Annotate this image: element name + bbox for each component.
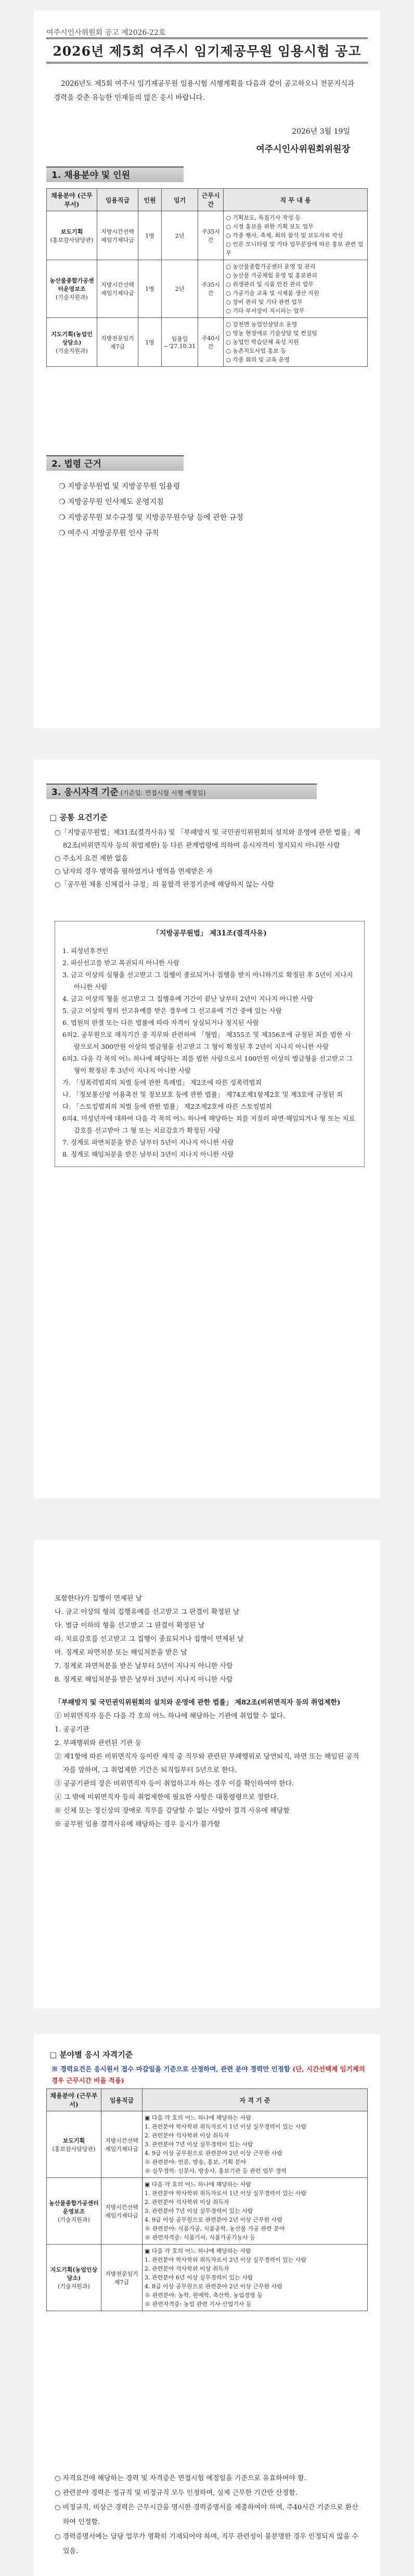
cell-field	[47, 2111, 101, 2178]
criteria-item: ※ 관련분야: 농학, 원예학, 축산학, 농업경영 등	[145, 2292, 263, 2299]
field-name: 농산물종합가공센터운영보조	[49, 2199, 99, 2215]
cell-term: 임용일~'27.10.31	[162, 318, 198, 367]
duty-item: ○ 농산물 가공체험 운영 및 홍보관리	[226, 272, 318, 279]
page-title: 2026년 제5회 여주시 임기제공무원 임용시험 공고	[46, 37, 368, 63]
page-2	[34, 760, 380, 1498]
field-name: 지도기획(농업인상담소)	[51, 330, 93, 346]
duty-item: ○ 영농 현장애로 기술상담 및 컨설팅	[226, 330, 318, 337]
anti-item: ※ 공무원 임용 결격사유에 해당하는 경우 응시가 불가함	[55, 1821, 221, 1828]
cell-grade: 지방전문임기제7급	[97, 318, 138, 367]
field-dept: (기술지원과)	[58, 2283, 90, 2290]
criteria-item: ▣ 다음 각 호의 어느 하나에 해당하는 사람	[145, 2248, 251, 2254]
field-name: 보도기획	[62, 2137, 85, 2144]
cell-grade: 지방시간선택제임기제다급	[97, 211, 138, 260]
criteria-item: 1. 관련분야 학사학위 취득자로서 1년 이상 실무경력이 있는 사람	[145, 2123, 307, 2130]
cell-field	[47, 2178, 101, 2245]
criteria-item: 3. 관련분야 7년 이상 실무경력이 있는 사람	[145, 2141, 253, 2148]
cell-field	[47, 211, 97, 260]
field-name: 지도기획(농업인상담소)	[50, 2266, 98, 2282]
duty-item: ○ 위생관리 및 식품 안전 관리 업무	[226, 281, 314, 288]
section-heading-eligibility: 3. 응시자격 기준 (기준일: 면접시험 시행 예정일)	[46, 784, 317, 799]
list-item: ○「지방공무원법」제31조(결격사유) 및 「부패방지 및 국민권익위원회의 설치와 운영에 관한 법률」제82조(비위면직자 등의 취업제한) 등 다른 관계법령에 의하여 응시자격이 정지되지 아니한 사람	[55, 829, 360, 850]
anti-item: 1. 공공기관	[55, 1726, 89, 1734]
law-item: 마. 징계로 파면처분 또는 해임처분을 받은 날	[55, 1649, 187, 1657]
field-dept: (기술지원과)	[58, 2216, 90, 2223]
criteria-item: 3. 관련분야 6년 이상 실무경력이 있는 사람	[145, 2274, 253, 2281]
closing-item: ○ 자격요건에 해당하는 경력 및 자격증은 면접시험 예정일을 기준으로 유효하여야 함.	[55, 2475, 306, 2482]
anti-item: ② 제1항에 따른 비위면직자 등이란 재직 중 직무와 관련된 부패행위로 당연퇴직, 파면 또는 해임된 공직자를 말하며, 그 취업제한 기간은 퇴직일부터 5년으로 한다.	[55, 1753, 359, 1774]
closing-item: ○ 경력증명서에는 담당 업무가 명확히 기재되어야 하며, 직무 관련성이 불분명한 경우 인정되지 않을 수 있음.	[55, 2533, 359, 2555]
law-item: 3. 금고 이상의 실형을 선고받고 그 집행이 종료되거나 집행을 받지 아니하기로 확정된 후 5년이 지나지 아니한 사람	[62, 971, 353, 991]
cell-hours: 주35시간	[198, 260, 224, 318]
anti-item: ※ 신체 또는 정신상의 장애로 직무를 감당할 수 없는 사람이 결격 사유에 해당함	[55, 1807, 290, 1815]
field-name: 농산물종합가공센터운영보조	[49, 277, 94, 292]
cell-grade: 지방전문임기제7급	[101, 2245, 143, 2311]
list-item: ○ 주소지 요건 제한 없음	[55, 855, 128, 863]
cell-duties	[224, 260, 368, 318]
cell-field	[47, 318, 97, 367]
col-field: 채용분야 (근무부서)	[47, 2089, 101, 2111]
criteria-table	[46, 2088, 368, 2311]
list-item: ❍ 지방공무원법 및 지방공무원 임용령	[59, 479, 243, 494]
duty-item: ○ 가공기술 교육 및 시제품 생산 지원	[226, 290, 319, 297]
criteria-item: 2. 관련분야 석사학위 이상 취득자	[145, 2199, 229, 2206]
law-item: 포함한다)가 집행이 면제된 날	[55, 1595, 143, 1603]
law-item: 가. 「성폭력범죄의 처벌 등에 관한 특례법」 제2조에 따른 성폭력범죄	[62, 1079, 262, 1086]
cell-term: 2년	[162, 211, 198, 260]
duty-item: ○ 강천면 농업인상담소 운영	[226, 321, 297, 328]
law-item: 5. 금고 이상의 형의 선고유예를 받은 경우에 그 선고유예 기간 중에 있는 사람	[62, 1007, 282, 1015]
duty-item: ○ 언론 모니터링 및 기타 업무분장에 따른 홍보 관련 업무	[226, 241, 364, 257]
cell-criteria	[143, 2178, 368, 2245]
criteria-item: ※ 관련자격증: 농업 관련 기사·산업기사 등	[145, 2301, 252, 2308]
closing-item: ○ 비정규직, 비상근 경력은 근무시간을 명시한 경력증명서를 제출하여야 하며, 주40시간 기준으로 환산하여 인정함.	[55, 2504, 358, 2526]
law-item: 7. 징계로 파면처분을 받은 날부터 5년이 지나지 아니한 사람	[55, 1662, 233, 1670]
col-field: 채용분야 (근무부서)	[47, 189, 97, 211]
duty-item: ○ 각종 행사, 축제, 회의 참석 및 보도자료 작성	[226, 232, 343, 239]
list-item: ❍ 여주시 지방공무원 인사 규칙	[59, 526, 243, 541]
cell-hours: 주35시간	[198, 211, 224, 260]
cell-grade: 지방시간선택제임기제다급	[101, 2178, 143, 2245]
field-criteria-heading: □ 분야별 응시 자격기준	[49, 2050, 133, 2059]
anti-corruption-section	[55, 1696, 365, 1831]
cell-count: 1명	[138, 318, 162, 367]
section-heading-positions: 1. 채용분야 및 인원	[46, 166, 184, 182]
criteria-item: 4. 9급 이상 공무원으로 관련분야 2년 이상 근무한 사람	[145, 2150, 282, 2157]
cell-grade: 지방시간선택제임기제다급	[97, 260, 138, 318]
cell-grade: 지방시간선택제임기제다급	[101, 2111, 143, 2178]
cell-criteria	[143, 2245, 368, 2311]
page-3	[34, 1540, 380, 2008]
cell-field	[47, 260, 97, 318]
law-list	[59, 479, 243, 541]
col-duties: 직 무 내 용	[224, 189, 368, 211]
col-grade: 임용직급	[97, 189, 138, 211]
duty-item: ○ 장비 관리 및 기타 관련 업무	[226, 299, 303, 305]
closing-item: ○ 관련분야 경력은 정규직 및 비정규직 모두 인정하며, 실제 근무한 기간만 산정함.	[55, 2489, 297, 2497]
document-number: 여주시인사위원회 공고 제2026-22호	[46, 29, 166, 37]
cell-duties	[224, 211, 368, 260]
col-grade: 임용직급	[101, 2089, 143, 2111]
criteria-item: ▣ 다음 각 호의 어느 하나에 해당하는 사람	[145, 2114, 251, 2121]
criteria-item: ※ 실무경력: 신문사, 방송사, 홍보기관 등 관련 업무 경력	[145, 2168, 287, 2174]
anti-item: ③ 공공기관의 장은 비위면직자 등이 취업하고자 하는 경우 이를 확인하여야 한다.	[55, 1780, 294, 1788]
col-term: 임기	[162, 189, 198, 211]
anti-item: ① 비위면직자 등은 다음 각 호의 어느 하나에 해당하는 기관에 취업할 수 없다.	[55, 1712, 286, 1720]
col-hours: 근무시간	[198, 189, 224, 211]
criteria-item: 1. 관련분야 학사학위 취득자로서 2년 이상 실무경력이 있는 사람	[145, 2257, 307, 2263]
law-item: 6의2. 공무원으로 재직기간 중 직무와 관련하여 「형법」 제355조 및 제356조에 규정된 죄를 범한 사람으로서 300만원 이상의 벌금형을 선고받고 그 형이 확정된 후 2년이 지나지 아니한 사람	[62, 1031, 351, 1050]
law-item: 나. 금고 이상의 형의 집행유예를 선고받고 그 판결이 확정된 날	[55, 1608, 240, 1616]
criteria-item: 1. 관련분야 학사학위 취득자로서 1년 이상 실무경력이 있는 사람	[145, 2190, 307, 2197]
law-item: 나. 「정보통신망 이용촉진 및 정보보호 등에 관한 법률」 제74조제1항제2호 및 제3호에 규정된 죄	[62, 1091, 343, 1098]
law-item: 4. 금고 이상의 형을 선고받고 그 집행유예 기간이 끝난 날부터 2년이 지나지 아니한 사람	[62, 995, 314, 1003]
duty-item: ○ 각종 회의 및 교육 운영	[226, 356, 290, 363]
criteria-item: ▣ 다음 각 호의 어느 하나에 해당하는 사람	[145, 2181, 251, 2188]
page-4	[34, 2034, 380, 2576]
law-continuation	[55, 1592, 365, 1687]
field-name: 보도기획	[60, 228, 83, 235]
law-item: 7. 징계로 파면처분을 받은 날부터 5년이 지나지 아니한 사람	[62, 1138, 234, 1146]
table-row	[47, 211, 368, 260]
cell-hours: 주40시간	[198, 318, 224, 367]
criteria-item: ※ 관련자격증: 식품기사, 식품가공기능사 등	[145, 2234, 255, 2241]
duty-item: ○ 농업인 학습단체 육성 지원	[226, 339, 299, 345]
duty-item: ○ 농촌지도사업 홍보 등	[226, 348, 286, 354]
notice-date: 2026년 3월 19일	[292, 127, 350, 136]
col-count: 인원	[138, 189, 162, 211]
anti-corruption-title: 「부패방지 및 국민권익위원회의 설치와 운영에 관한 법률」 제82조(비위면직자 등의 취업제한)	[55, 1699, 341, 1707]
list-item: ○ 남자의 경우 병역을 필하였거나 병역을 면제받은 자	[55, 868, 213, 876]
duty-item: ○ 농산물종합가공센터 운영 및 관리	[226, 263, 316, 270]
field-dept: (홍보감사담당관)	[52, 2145, 96, 2152]
col-criteria: 자 격 기 준	[143, 2089, 368, 2111]
duty-item: ○ 기획보도, 특집기사 작성 등	[226, 214, 301, 221]
positions-table	[46, 188, 368, 367]
criteria-item: ※ 관련분야: 언론, 방송, 홍보, 기획 분야	[145, 2159, 246, 2165]
table-row	[47, 318, 368, 367]
table-header-row	[47, 189, 368, 211]
law-item: 2. 파산선고를 받고 복권되지 아니한 사람	[62, 959, 179, 967]
common-requirements-list	[55, 826, 365, 891]
intro-text: 2026년도 제5회 여주시 임기제공무원 임용시험 시행계획을 다음과 같이 공고하오니 전문지식과 경력을 갖춘 유능한 인재들의 많은 응시 바랍니다.	[54, 80, 355, 102]
cell-field	[47, 2245, 101, 2311]
anti-item: 2. 부패행위와 관련된 기관 등	[55, 1739, 142, 1747]
law-item: 6. 법원의 판결 또는 다른 법률에 따라 자격이 상실되거나 정지된 사람	[62, 1019, 259, 1027]
law-item: 6의4. 미성년자에 대하여 다음 각 목의 어느 하나에 해당하는 죄를 저질러 파면·해임되거나 형 또는 치료감호를 선고받아 그 형 또는 치료감호가 확정된 사람	[62, 1114, 355, 1134]
common-requirements-heading: □ 공통 요건기준	[49, 813, 108, 822]
table-row	[47, 2178, 368, 2245]
list-item: ❍ 지방공무원 보수규정 및 지방공무원수당 등에 관한 규정	[59, 510, 243, 526]
law-item: 6의3. 다음 각 목의 어느 하나에 해당하는 죄를 범한 사람으로서 100만원 이상의 벌금형을 선고받고 그 형이 확정된 후 3년이 지나지 아니한 사람	[62, 1055, 353, 1074]
criteria-item: 4. 9급 이상 공무원으로 관련분야 2년 이상 근무한 사람	[145, 2216, 282, 2223]
table-row	[47, 2111, 368, 2178]
law-item: 다. 「스토킹범죄의 처벌 등에 관한 법률」 제2조제2호에 따른 스토킹범죄	[62, 1103, 272, 1110]
field-dept: (기술지원과)	[56, 347, 88, 354]
table-row	[47, 260, 368, 318]
cell-term: 2년	[162, 260, 198, 318]
law-item: 라. 치료감호를 선고받고 그 집행이 종료되거나 집행이 면제된 날	[55, 1635, 244, 1643]
table-header-row	[47, 2089, 368, 2111]
cell-criteria	[143, 2111, 368, 2178]
closing-notes	[55, 2471, 365, 2559]
law-item: 1. 피성년후견인	[62, 947, 109, 955]
cell-duties	[224, 318, 368, 367]
signature: 여주시인사위원회위원장	[256, 144, 350, 155]
table-row	[47, 2245, 368, 2311]
law-item: 다. 벌금 이하의 형을 선고받고 그 판결이 확정된 날	[55, 1622, 205, 1630]
list-item: ❍ 지방공무원 인사제도 운영지침	[59, 494, 243, 510]
law-box-title: 「지방공무원법」 제31조(결격사유)	[152, 929, 267, 938]
law-item: 8. 징계로 해임처분을 받은 날부터 3년이 지나지 아니한 사람	[55, 1676, 233, 1684]
field-dept: (기술지원과)	[56, 294, 88, 301]
section-heading-law: 2. 법령 근거	[46, 455, 184, 471]
field-dept: (홍보감사담당관)	[50, 236, 94, 243]
page-1	[34, 10, 380, 728]
criteria-item: 2. 관련분야 석사학위 이상 취득자	[145, 2132, 229, 2139]
cell-count: 1명	[138, 260, 162, 318]
duty-item: ○ 기타 부서장이 지시하는 업무	[226, 307, 305, 314]
criteria-item: 4. 8급 이상 공무원으로 관련분야 2년 이상 근무한 사람	[145, 2283, 282, 2290]
criteria-item: 3. 관련분야 7년 이상 실무경력이 있는 사람	[145, 2208, 253, 2214]
criteria-note: ※ 경력요건은 응시원서 접수 마감일을 기준으로 산정하며, 관련 분야 경력만 인정함 (단, 시간선택제 임기제의 경우 근무시간 비율 적용)	[51, 2065, 365, 2084]
disqualification-box	[55, 921, 365, 1167]
law-item: 8. 징계로 해임처분을 받은 날부터 3년이 지나지 아니한 사람	[62, 1150, 234, 1158]
criteria-item: 2. 관련분야 석사학위 이상 취득자	[145, 2265, 229, 2272]
duty-item: ○ 시정 홍보를 위한 기획 보도 업무	[226, 223, 314, 230]
cell-count: 1명	[138, 211, 162, 260]
list-item: ○「공무원 채용 신체검사 규정」의 불합격 판정기준에 해당하지 않는 사람	[55, 881, 275, 889]
criteria-item: ※ 관련분야: 식품가공, 식품공학, 농산물 가공 관련 분야	[145, 2225, 285, 2232]
anti-item: ④ 그 밖에 비위면직자 등의 취업제한에 필요한 사항은 대통령령으로 정한다.	[55, 1793, 279, 1801]
